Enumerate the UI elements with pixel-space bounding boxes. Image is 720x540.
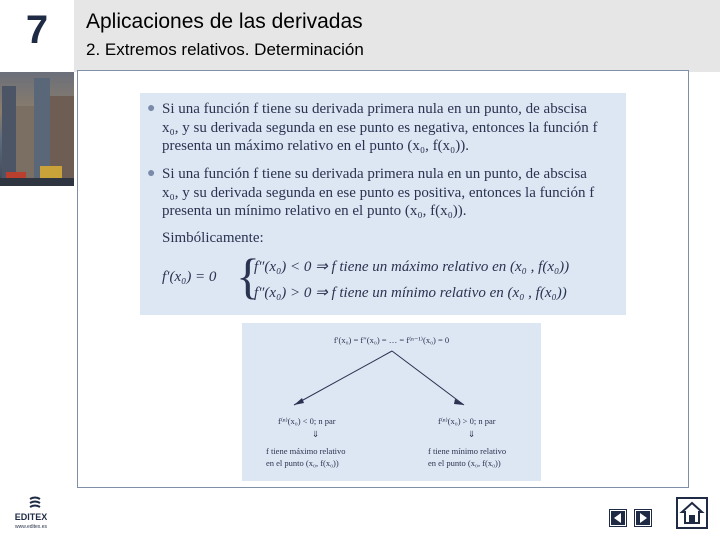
right-condition: f⁽ⁿ⁾(x₀) > 0; n par (438, 416, 496, 426)
implies-left-icon: ⇓ (312, 429, 320, 439)
criterion-diagram (242, 323, 541, 481)
bullet-minimum: ● Si una función f tiene su derivada primera nula en un punto, de abscisa x₀, y su derivada segunda en ese punto es positiva, entonces la función f presenta un mínimo relativo en el punto (x₀, f(x₀)). (147, 166, 595, 219)
next-button[interactable] (634, 509, 652, 527)
editex-logo-icon (28, 496, 42, 510)
prev-arrow-icon (610, 510, 626, 526)
next-arrow-icon (635, 510, 651, 526)
left-result-line2: en el punto (x₀, f(x₀)) (266, 458, 339, 468)
bullet-dot-icon: ● (147, 101, 156, 116)
home-button[interactable] (676, 497, 708, 529)
formula-lhs: f′(x₀) = 0 (162, 269, 217, 285)
page-title: Aplicaciones de las derivadas (86, 10, 363, 33)
left-result-line1: f tiene máximo relativo (266, 446, 346, 456)
logo-name: EDITEX (14, 512, 48, 522)
city-photo (0, 72, 74, 186)
page-subtitle: 2. Extremos relativos. Determinación (86, 40, 364, 59)
symbolic-formula (162, 248, 620, 305)
brace-symbol: { (236, 248, 260, 304)
logo-url: www.editex.es (15, 524, 47, 530)
formula-case-max: f″(x₀) < 0 ⇒ f tiene un máximo relativo en (x₀ , f(x₀)) (254, 259, 570, 275)
editex-logo (6, 496, 56, 536)
right-result-line2: en el punto (x₀, f(x₀)) (428, 458, 501, 468)
formula-case-min: f″(x₀) > 0 ⇒ f tiene un mínimo relativo en (x₀ , f(x₀)) (254, 285, 567, 301)
home-icon (678, 499, 706, 527)
theory-box (140, 93, 626, 315)
diagram-top: f′(x₀) = f″(x₀) = … = f⁽ⁿ⁻¹⁾(x₀) = 0 (333, 335, 450, 345)
left-condition: f⁽ⁿ⁾(x₀) < 0; n par (278, 416, 336, 426)
bullet-dot-icon: ● (147, 166, 156, 181)
implies-right-icon: ⇓ (468, 429, 476, 439)
bullet-maximum: ● Si una función f tiene su derivada primera nula en un punto, de abscisa x₀, y su derivada segunda en ese punto es negativa, entonces la función f presenta un máximo relativo en el punto (x₀, f(x₀)). (147, 101, 598, 154)
prev-button[interactable] (609, 509, 627, 527)
right-result-line1: f tiene mínimo relativo (428, 446, 507, 456)
symbolic-label: Simbólicamente: (162, 230, 264, 246)
chapter-number: 7 (25, 8, 49, 52)
chapter-box (0, 0, 74, 72)
